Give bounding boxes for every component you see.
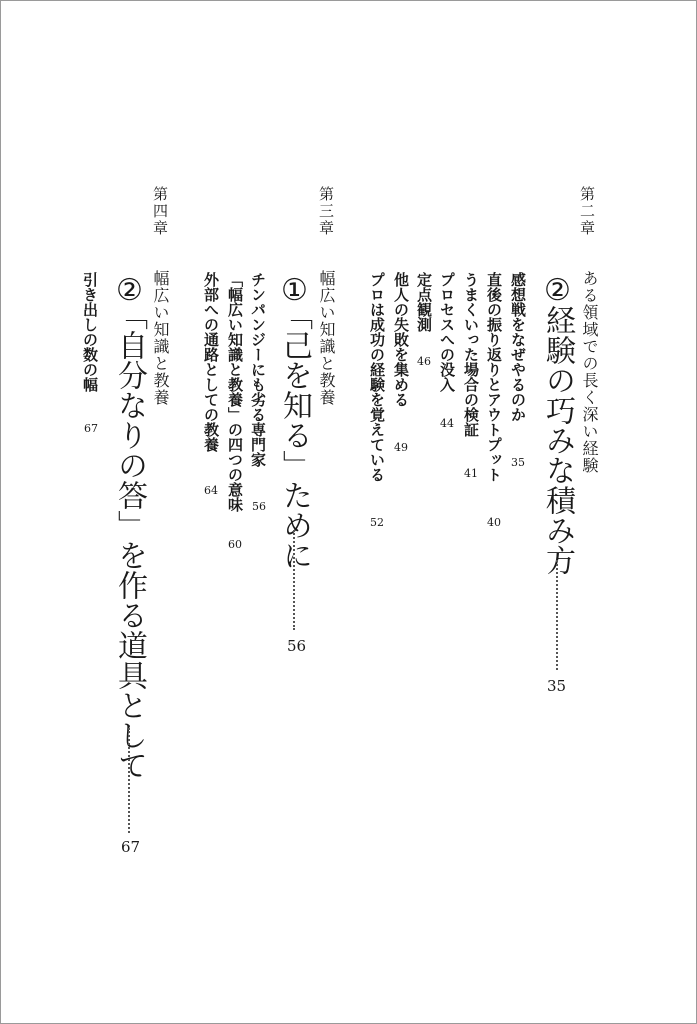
chapter2-item-2-page: 40 [487, 516, 501, 529]
chapter2-item-7-page: 52 [370, 516, 384, 529]
chapter4-section-page: 67 [121, 838, 141, 856]
chapter2-item-2[interactable]: 直後の振り返りとアウトプット [485, 272, 503, 482]
chapter3-label: 第三章 [317, 186, 335, 237]
chapter4-section-number: ② [112, 273, 147, 308]
chapter2-section-page: 35 [547, 677, 567, 695]
chapter3-section-number: ① [277, 273, 312, 308]
chapter2-item-7[interactable]: プロは成功の経験を覚えている [368, 272, 386, 482]
chapter2-item-6-page: 49 [394, 441, 408, 454]
chapter4-section-title[interactable]: 「自分なりの答」を作る道具として [112, 300, 147, 780]
chapter3-section-page: 56 [287, 637, 307, 655]
chapter2-item-5[interactable]: 定点観測 [415, 272, 433, 332]
chapter2-section-title[interactable]: 経験の巧みな積み方 [540, 305, 575, 575]
chapter2-item-4[interactable]: プロセスへの没入 [438, 272, 456, 392]
chapter2-item-1[interactable]: 感想戦をなぜやるのか [509, 272, 527, 422]
chapter2-item-1-page: 35 [511, 456, 525, 469]
chapter3-subtitle: 幅広い知識と教養 [317, 270, 336, 406]
chapter4-leader-dots [128, 728, 130, 833]
chapter3-item-1-page: 56 [252, 500, 266, 513]
chapter3-item-2[interactable]: 「幅広い知識と教養」の四つの意味 [226, 272, 244, 512]
chapter2-item-3-page: 41 [464, 467, 478, 480]
chapter3-item-1[interactable]: チンパンジーにも劣る専門家 [249, 272, 267, 467]
chapter3-section-title[interactable]: 「己を知る」ために [277, 300, 312, 570]
chapter4-label: 第四章 [151, 186, 169, 237]
chapter3-item-2-page: 60 [228, 538, 242, 551]
chapter2-item-3[interactable]: うまくいった場合の検証 [462, 272, 480, 437]
chapter3-item-3-page: 64 [204, 484, 218, 497]
chapter2-item-6[interactable]: 他人の失敗を集める [392, 272, 410, 407]
chapter4-item-1[interactable]: 引き出しの数の幅 [81, 272, 99, 392]
chapter3-leader-dots [293, 530, 295, 630]
chapter2-subtitle: ある領域での長く深い経験 [580, 270, 599, 474]
chapter4-subtitle: 幅広い知識と教養 [151, 270, 170, 406]
chapter2-label: 第二章 [578, 186, 596, 237]
chapter2-item-5-page: 46 [417, 355, 431, 368]
chapter4-item-1-page: 67 [84, 422, 98, 435]
chapter2-section-number: ② [540, 273, 575, 308]
chapter2-item-4-page: 44 [440, 417, 454, 430]
chapter2-leader-dots [556, 560, 558, 670]
chapter3-item-3[interactable]: 外部への通路としての教養 [202, 272, 220, 452]
